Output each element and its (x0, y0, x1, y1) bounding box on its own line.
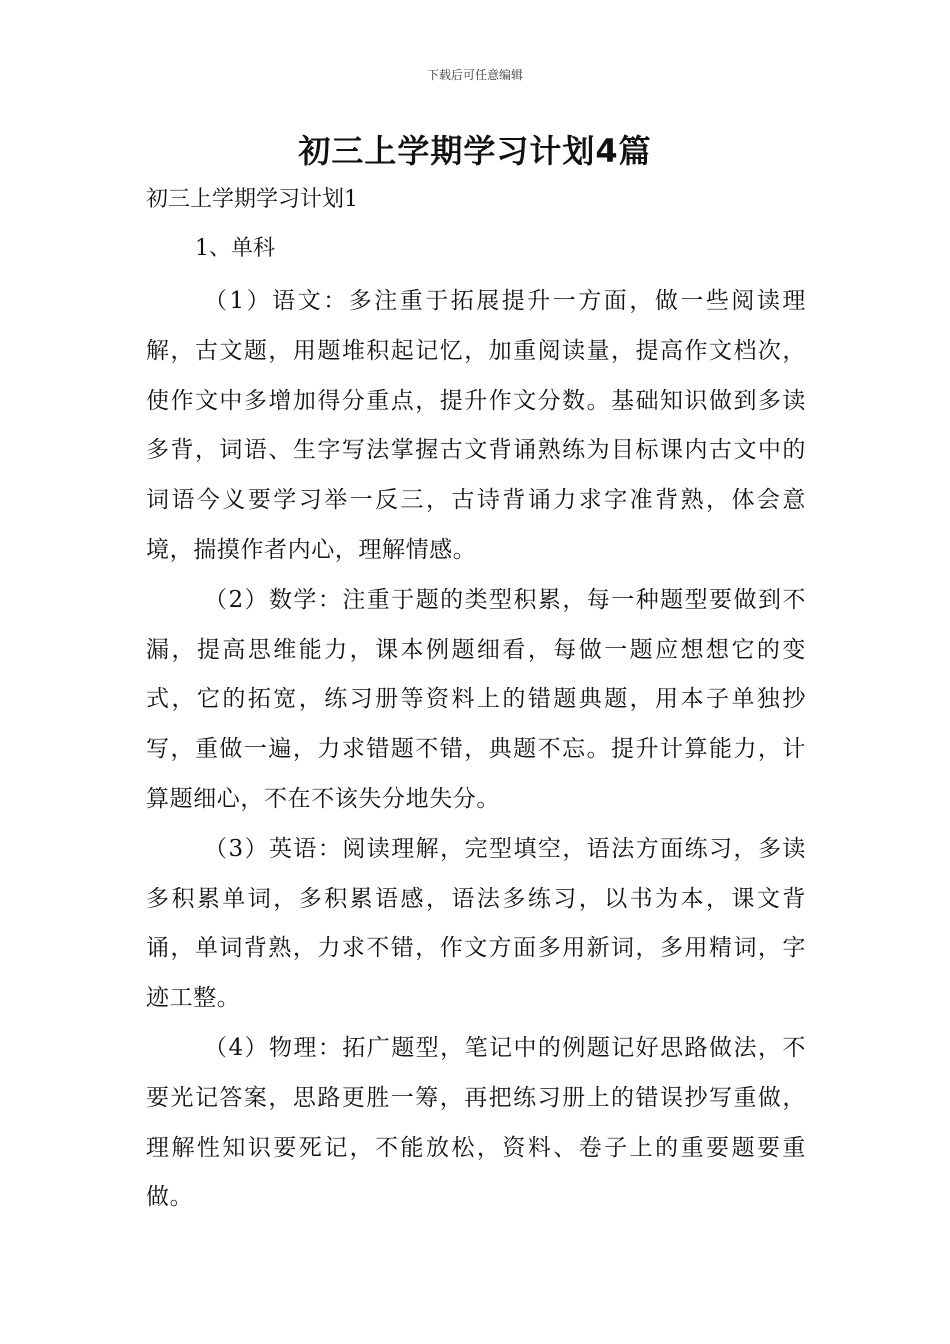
paragraph-english: （3）英语：阅读理解，完型填空，语法方面练习，多读多积累单词，多积累语感，语法多练习，以书为本，课文背诵，单词背熟，力求不错，作文方面多用新词，多用精词，字迹工整。 (146, 835, 806, 1012)
paragraph-math: （2）数学：注重于题的类型积累，每一种题型要做到不漏，提高思维能力，课本例题细看，每做一题应想想它的变式，它的拓宽，练习册等资料上的错题典题，用本子单独抄写，重做一遍，力求错题不错，典题不忘。提升计算能力，计算题细心，不在不该失分地失分。 (146, 586, 806, 812)
header-note: 下载后可任意编辑 (426, 68, 523, 82)
body-text (146, 277, 806, 1223)
section-heading: 1、单科 (195, 236, 275, 261)
paragraph-physics: （4）物理：拓广题型，笔记中的例题记好思路做法，不要光记答案，思路更胜一筹，再把练习册上的错误抄写重做，理解性知识要死记，不能放松，资料、卷子上的重要题要重做。 (146, 1034, 806, 1211)
paragraph-chinese: （1）语文：多注重于拓展提升一方面，做一些阅读理解，古文题，用题堆积起记忆，加重阅读量，提高作文档次，使作文中多增加得分重点，提升作文分数。基础知识做到多读多背，词语、生字写法掌握古文背诵熟练为目标课内古文中的词语今义要学习举一反三，古诗背诵力求字准背熟，体会意境，揣摸作者内心，理解情感。 (146, 288, 806, 563)
document-title: 初三上学期学习计划4篇 (298, 132, 652, 170)
document-subtitle: 初三上学期学习计划1 (146, 187, 358, 212)
